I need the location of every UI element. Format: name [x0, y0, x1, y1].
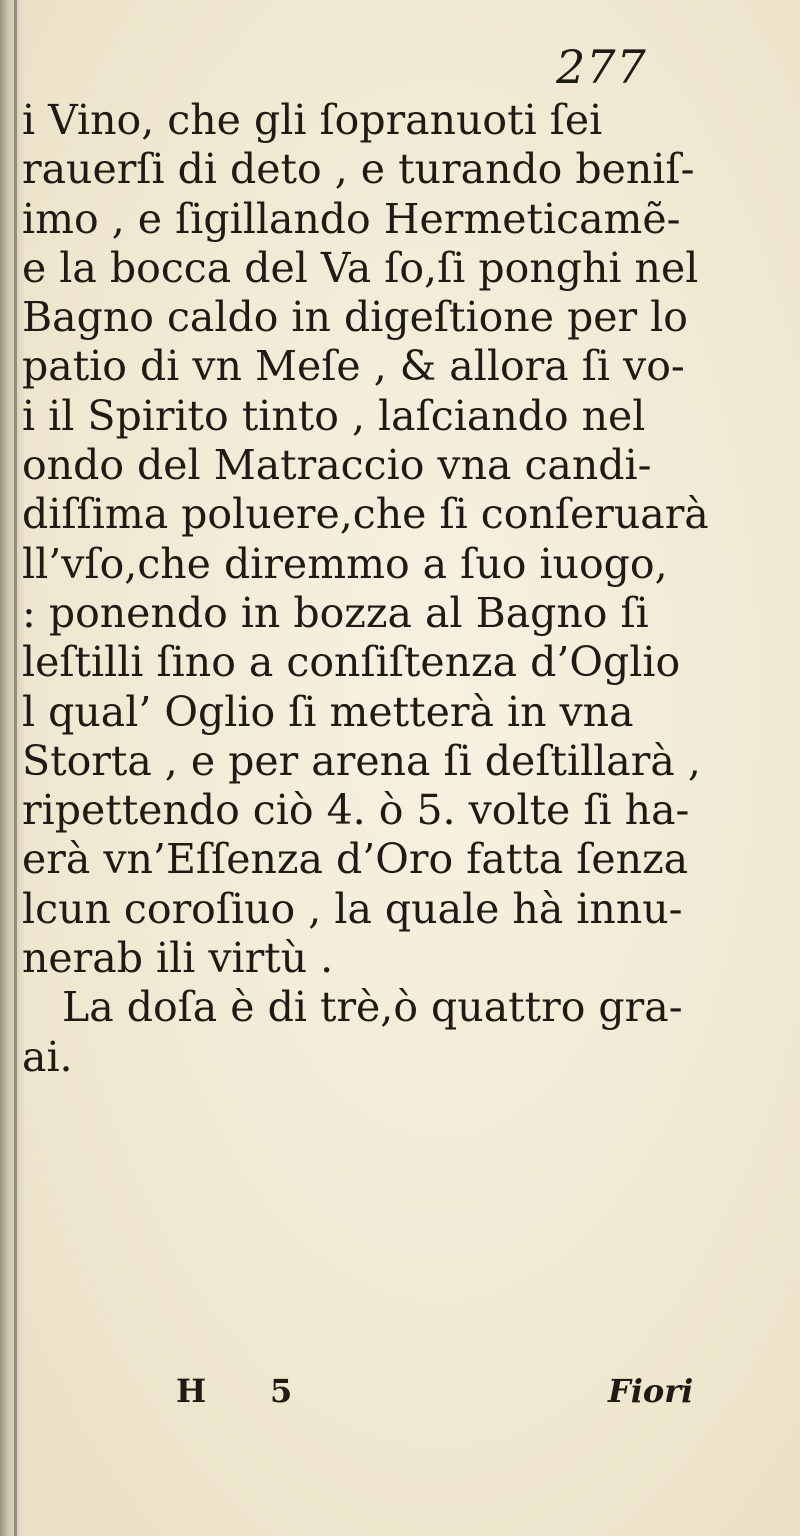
gutter-shadow-line: [14, 0, 17, 1536]
text-line: : ponendo in bozza al Bagno ſi: [22, 588, 649, 637]
signature-mark: H: [176, 1372, 207, 1410]
text-line: i Vino, che gli ſopranuoti ſei: [22, 96, 603, 144]
text-line: leſtilli ſino a conſiſtenza d’Oglio: [22, 638, 681, 687]
text-line: l qual’ Oglio ſi metterà in vna: [22, 687, 634, 736]
text-line: rauerſi di deto , e turando beniſ-: [22, 145, 695, 194]
text-line: diſſima poluere,che ſi conſeruarà: [22, 490, 709, 539]
signature-number: 5: [270, 1372, 293, 1410]
text-line: Storta , e per arena ſi deſtillarà ,: [22, 736, 701, 785]
body-text: [22, 96, 782, 1082]
text-line: ondo del Matraccio vna candi-: [22, 441, 652, 490]
text-line: e la bocca del Va ſo,ſi ponghi nel: [22, 243, 699, 292]
page-gutter: [0, 0, 24, 1536]
text-line: imo , e ſigillando Hermeticamẽ-: [22, 194, 681, 243]
text-line: patio di vn Meſe , & allora ſi vo-: [22, 342, 685, 391]
page-footer: [0, 1372, 800, 1432]
text-line: i il Spirito tinto , laſciando nel: [22, 391, 646, 440]
text-line: Bagno caldo in digeſtione per lo: [22, 293, 688, 342]
text-line: ripettendo ciò 4. ò 5. volte ſi ha-: [22, 786, 690, 835]
page-number: 277: [556, 40, 647, 94]
text-line: ll’vſo,che diremmo a ſuo iuogo,: [22, 539, 668, 588]
catchword: Fiori: [608, 1372, 694, 1410]
text-line: lcun coroſiuo , la quale hà innu-: [22, 884, 683, 933]
text-line: erà vn’Eſſenza d’Oro fatta ſenza: [22, 835, 689, 884]
text-line: nerab ili virtù .: [22, 934, 334, 983]
text-line: ai.: [22, 1032, 73, 1081]
text-line-indented: La doſa è di trè,ò quattro gra-: [62, 983, 683, 1032]
